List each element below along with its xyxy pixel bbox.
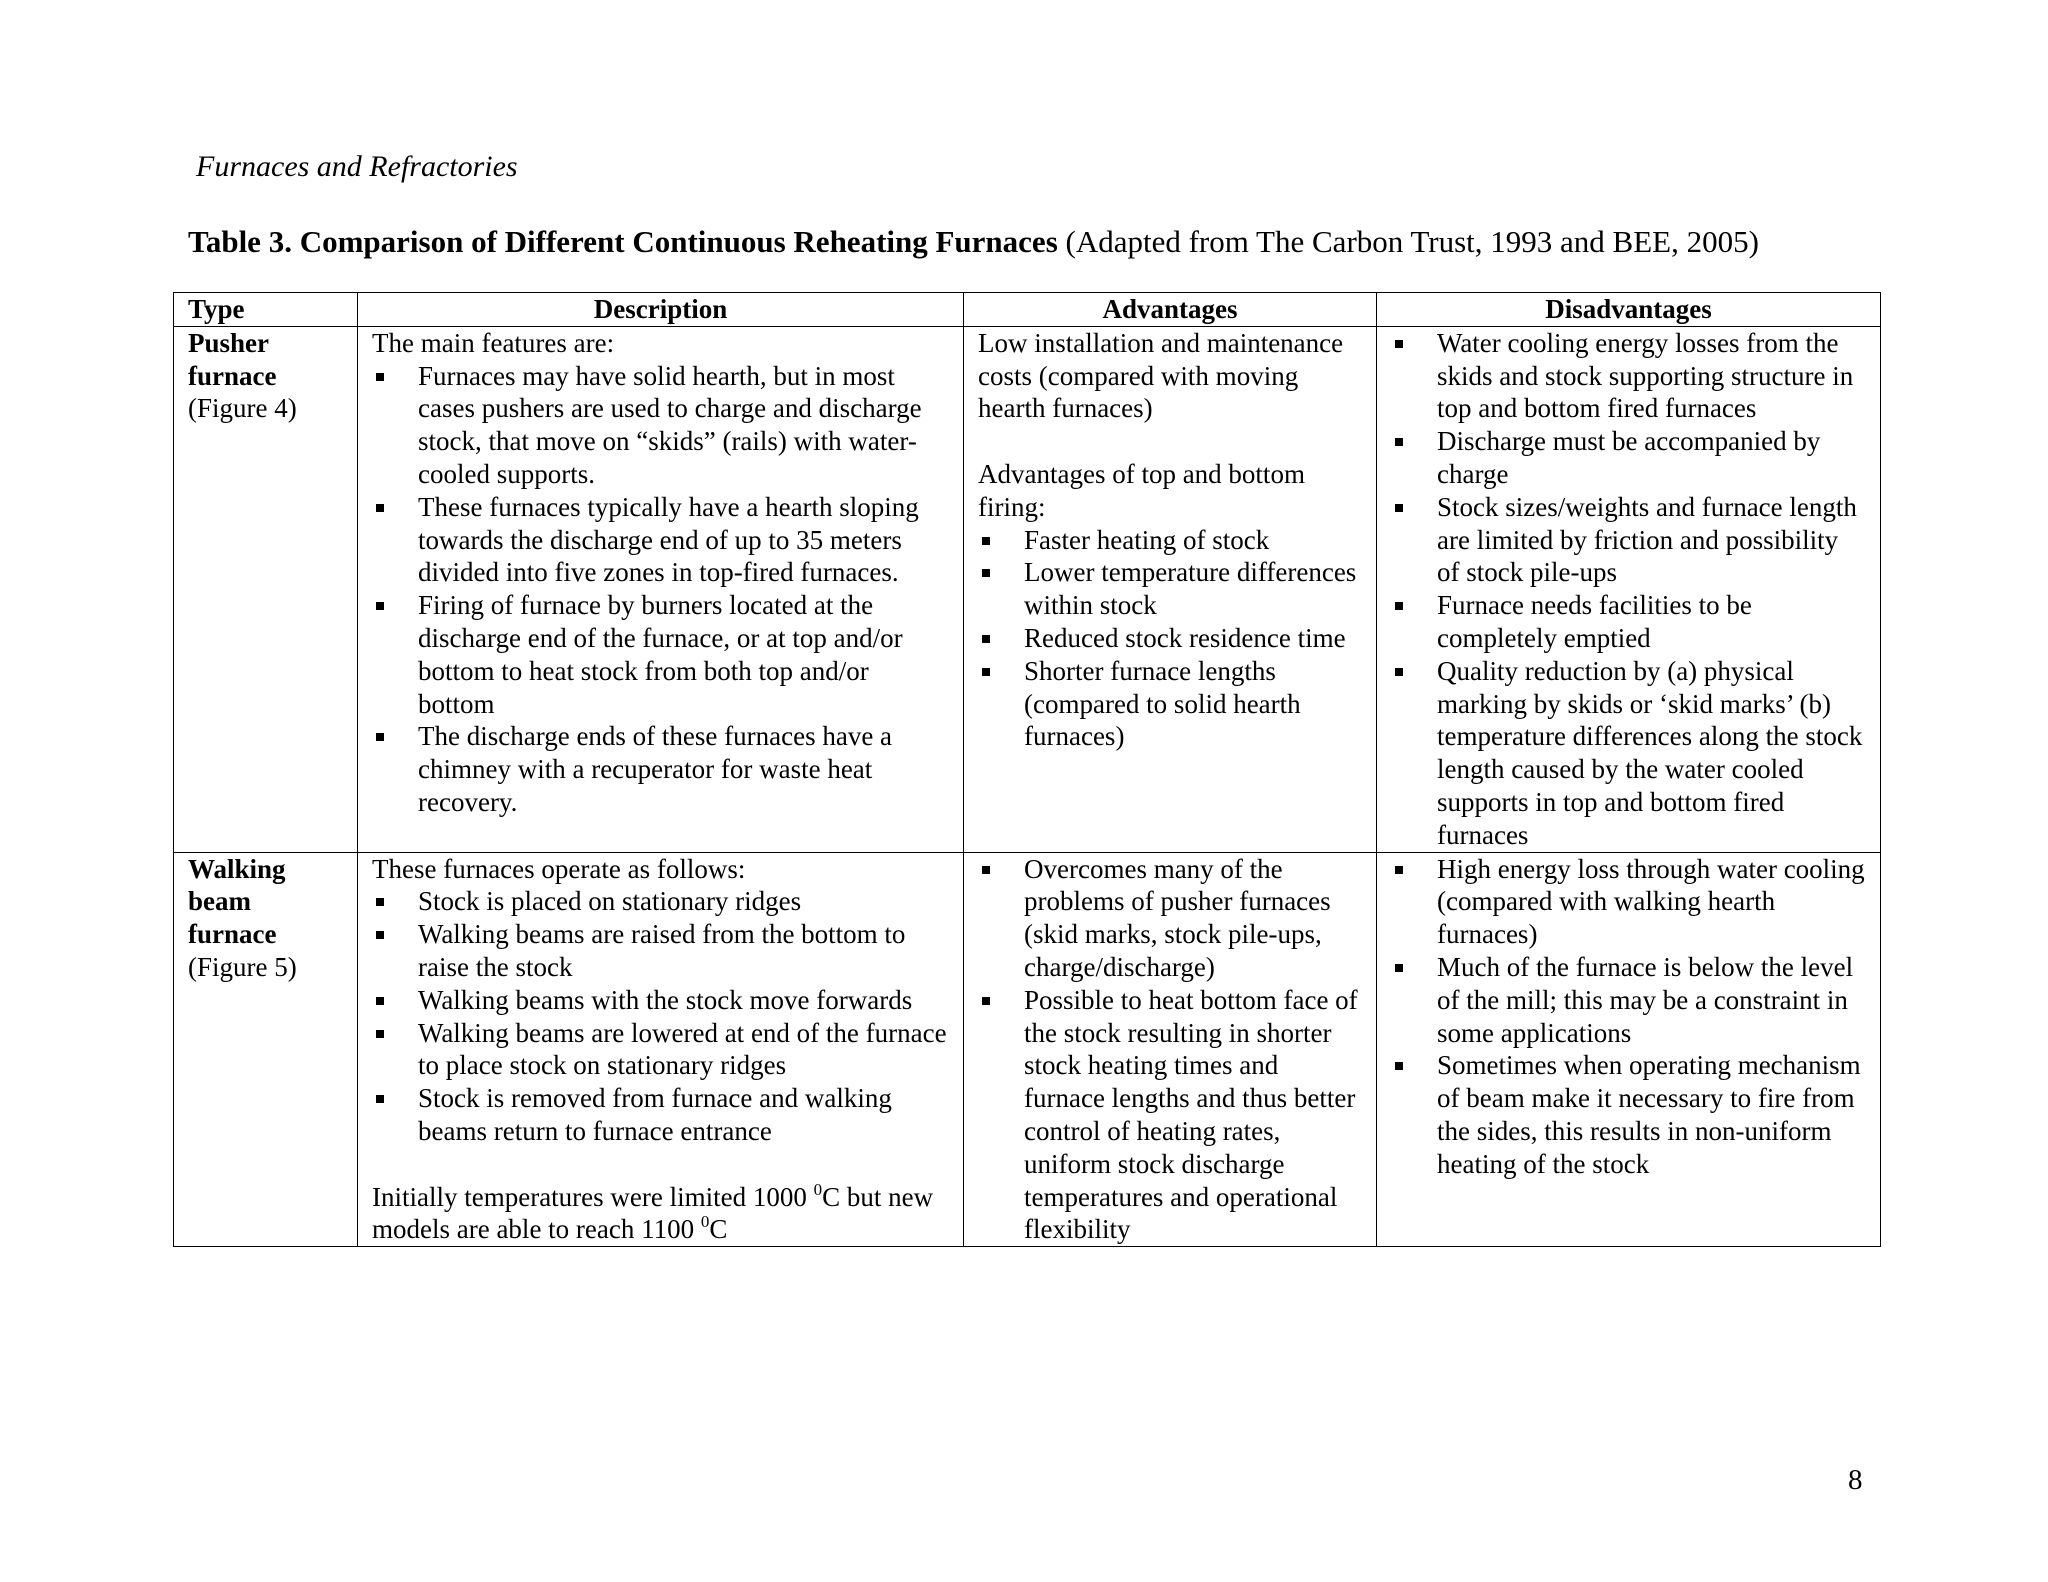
list-item: Stock is removed from furnace and walking beams return to furnace entrance — [372, 1082, 949, 1148]
header-row — [174, 293, 1881, 327]
note-text: Initially temperatures were limited 1000 — [372, 1181, 814, 1212]
list-item: Lower temperature differences within stock — [978, 556, 1362, 622]
table-row — [174, 852, 1881, 1247]
type-name-line: furnace — [188, 919, 277, 950]
advantages-intro: Low installation and maintenance costs (compared with moving hearth furnaces) — [978, 327, 1344, 424]
list-item: These furnaces typically have a hearth sloping towards the discharge end of up to 35 meters divided into five zones in top-fired furnaces. — [372, 491, 949, 589]
figure-reference: (Figure 4) — [188, 393, 297, 424]
list-item: Firing of furnace by burners located at the discharge end of the furnace, or at top and/or bottom to heat stock from both top and/or bottom — [372, 589, 949, 720]
type-name-line: beam — [188, 886, 251, 917]
type-cell — [174, 852, 358, 1247]
type-name-line: furnace — [188, 360, 277, 391]
list-item: Furnace needs facilities to be completely emptied — [1391, 589, 1866, 655]
header-disadvantages: Disadvantages — [1377, 293, 1881, 327]
list-item: Quality reduction by (a) physical marking by skids or ‘skid marks’ (b) temperature differences along the stock length caused by the water cooled supports in top and bottom fired furnaces — [1391, 655, 1866, 852]
list-item: Sometimes when operating mechanism of beam make it necessary to fire from the sides, this results in non-uniform heating of the stock — [1391, 1049, 1866, 1180]
list-item: Reduced stock residence time — [978, 622, 1362, 655]
list-item: Faster heating of stock — [978, 524, 1362, 557]
list-item: Possible to heat bottom face of the stock resulting in shorter stock heating times and furnace lengths and thus better control of heating rates, uniform stock discharge temperatures and operational flexibility — [978, 984, 1362, 1246]
type-name-line: Walking — [188, 853, 286, 884]
temperature-note — [372, 1181, 949, 1247]
table-caption — [188, 224, 1759, 260]
list-item: Stock sizes/weights and furnace length are limited by friction and possibility of stock pile-ups — [1391, 491, 1866, 589]
description-list — [372, 885, 949, 1147]
disadvantages-cell — [1377, 852, 1881, 1247]
advantages-list — [978, 524, 1362, 754]
list-item: Walking beams are raised from the bottom to raise the stock — [372, 918, 949, 984]
type-cell — [174, 326, 358, 852]
advantages-cell — [964, 326, 1377, 852]
list-item: Shorter furnace lengths (compared to solid hearth furnaces) — [978, 655, 1362, 753]
note-text: C but new models are able to reach 1100 — [372, 1181, 934, 1245]
advantages-subheading: Advantages of top and bottom firing: — [978, 458, 1305, 522]
description-intro: The main features are: — [372, 327, 615, 358]
superscript: 0 — [700, 1212, 710, 1232]
header-advantages: Advantages — [964, 293, 1377, 327]
disadvantages-list — [1391, 853, 1866, 1181]
list-item: High energy loss through water cooling (compared with walking hearth furnaces) — [1391, 853, 1866, 951]
list-item: Furnaces may have solid hearth, but in most cases pushers are used to charge and discharge stock, that move on “skids” (rails) with water-cooled supports. — [372, 360, 949, 491]
figure-reference: (Figure 5) — [188, 951, 297, 982]
page-number: 8 — [1848, 1464, 1863, 1496]
description-cell — [358, 852, 964, 1247]
header-description: Description — [358, 293, 964, 327]
caption-title: Table 3. Comparison of Different Continuous Reheating Furnaces — [188, 224, 1058, 259]
superscript: 0 — [813, 1179, 823, 1199]
description-intro: These furnaces operate as follows: — [372, 853, 746, 884]
list-item: Discharge must be accompanied by charge — [1391, 425, 1866, 491]
caption-source: (Adapted from The Carbon Trust, 1993 and BEE, 2005) — [1057, 224, 1759, 259]
comparison-table — [173, 292, 1881, 1247]
disadvantages-cell — [1377, 326, 1881, 852]
list-item: Overcomes many of the problems of pusher furnaces (skid marks, stock pile-ups, charge/discharge) — [978, 853, 1362, 984]
description-cell — [358, 326, 964, 852]
header-type: Type — [174, 293, 358, 327]
running-header: Furnaces and Refractories — [196, 150, 518, 183]
type-name-line: Pusher — [188, 327, 269, 358]
list-item: Walking beams are lowered at end of the furnace to place stock on stationary ridges — [372, 1017, 949, 1083]
table-row — [174, 326, 1881, 852]
list-item: Much of the furnace is below the level of the mill; this may be a constraint in some applications — [1391, 951, 1866, 1049]
disadvantages-list — [1391, 327, 1866, 852]
description-list — [372, 360, 949, 819]
advantages-cell — [964, 852, 1377, 1247]
list-item: Walking beams with the stock move forwards — [372, 984, 949, 1017]
list-item: The discharge ends of these furnaces have a chimney with a recuperator for waste heat recovery. — [372, 720, 949, 818]
advantages-list — [978, 853, 1362, 1247]
list-item: Water cooling energy losses from the skids and stock supporting structure in top and bottom fired furnaces — [1391, 327, 1866, 425]
list-item: Stock is placed on stationary ridges — [372, 885, 949, 918]
note-text: C — [709, 1214, 728, 1245]
